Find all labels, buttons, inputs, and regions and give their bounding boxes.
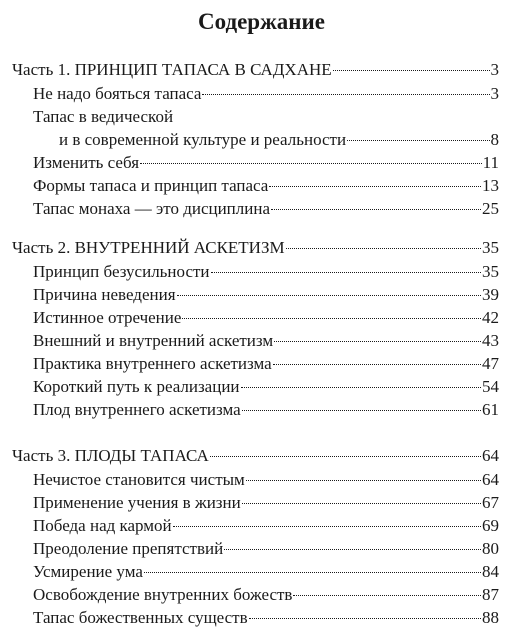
toc-entry-label: Истинное отречение [33, 308, 182, 327]
toc-leader [211, 272, 481, 273]
toc-entry-label: Короткий путь к реализации [33, 377, 240, 396]
toc-page-number: 11 [482, 153, 499, 172]
toc-entry [0, 375, 523, 398]
toc-entry-label: Тапас в ведической [33, 107, 174, 126]
toc-page-number: 3 [490, 84, 499, 103]
toc-page-number: 8 [490, 130, 499, 149]
toc-page-number: 25 [482, 199, 499, 218]
toc-entry-label: Освобождение внутренних божеств [33, 585, 293, 604]
toc-entry [0, 352, 523, 375]
toc-part-label: Часть 1. ПРИНЦИП ТАПАСА В САДХАНЕ [12, 60, 332, 79]
toc-entry [0, 260, 523, 283]
toc-leader [144, 572, 481, 573]
toc-entry-label: Не надо бояться тапаса [33, 84, 202, 103]
toc-leader [286, 248, 481, 249]
toc-leader [224, 549, 481, 550]
toc-entry [0, 329, 523, 352]
toc-page-number: 13 [482, 176, 499, 195]
toc-entry [0, 606, 523, 629]
toc-leader [271, 209, 481, 210]
toc-entry [0, 583, 523, 606]
toc-page-number: 35 [482, 238, 499, 257]
toc-entry-label: Победа над кармой [33, 516, 172, 535]
toc-entry-label: Формы тапаса и принцип тапаса [33, 176, 269, 195]
toc-leader [242, 410, 481, 411]
toc-page-number: 88 [482, 608, 499, 627]
toc-leader [293, 595, 481, 596]
toc-part-label: Часть 3. ПЛОДЫ ТАПАСА [12, 446, 209, 465]
toc-leader [269, 186, 481, 187]
toc-entry [0, 537, 523, 560]
toc-leader [173, 526, 481, 527]
toc-entry-label: Преодоление препятствий [33, 539, 224, 558]
toc-leader [347, 140, 489, 141]
toc-entry [0, 151, 523, 174]
toc-entry-label: Плод внутреннего аскетизма [33, 400, 241, 419]
toc-entry [0, 491, 523, 514]
toc-entry-label: Причина неведения [33, 285, 176, 304]
toc-page-number: 67 [482, 493, 499, 512]
toc-entry [0, 306, 523, 329]
toc-page-number: 39 [482, 285, 499, 304]
toc-leader [182, 318, 481, 319]
toc-leader [140, 163, 482, 164]
toc-entry [0, 560, 523, 583]
toc-page-number: 35 [482, 262, 499, 281]
toc-part-label: Часть 2. ВНУТРЕННИЙ АСКЕТИЗМ [12, 238, 285, 257]
toc-leader [274, 341, 481, 342]
toc-entry-label: Тапас монаха — это дисциплина [33, 199, 271, 218]
toc-leader [242, 503, 481, 504]
toc-page-number: 42 [482, 308, 499, 327]
toc-page-number: 87 [482, 585, 499, 604]
toc-leader [246, 480, 481, 481]
toc-entry-label: Применение учения в жизни [33, 493, 241, 512]
toc-entry-label-cont: и в современной культуре и реальности [59, 130, 347, 149]
toc-part-1 [0, 58, 523, 220]
toc-entry-label: Тапас божественных существ [33, 608, 248, 627]
toc-entry-label: Практика внутреннего аскетизма [33, 354, 272, 373]
toc-entry [0, 197, 523, 220]
toc-page-number: 69 [482, 516, 499, 535]
toc-leader [202, 94, 489, 95]
toc-entry-label: Нечистое становится чистым [33, 470, 245, 489]
toc-entry-label: Внешний и внутренний аскетизм [33, 331, 274, 350]
toc-leader [333, 70, 490, 71]
toc-title: Содержание [198, 9, 325, 34]
toc-page-number: 80 [482, 539, 499, 558]
toc-part-heading [0, 58, 523, 82]
toc-page-number: 61 [482, 400, 499, 419]
toc-part-3 [0, 444, 523, 629]
toc-entry-label: Принцип безусильности [33, 262, 210, 281]
toc-entry [0, 82, 523, 105]
toc-entry-continuation [0, 128, 523, 151]
toc-leader [241, 387, 481, 388]
toc-leader [177, 295, 481, 296]
toc-entry-label: Изменить себя [33, 153, 140, 172]
toc-page-number: 54 [482, 377, 499, 396]
toc-entry [0, 398, 523, 421]
toc-part-heading [0, 444, 523, 468]
toc-leader [249, 618, 481, 619]
toc-leader [273, 364, 481, 365]
toc-page-number: 47 [482, 354, 499, 373]
toc-entry [0, 514, 523, 537]
toc-page-number: 64 [482, 446, 499, 465]
toc-leader [210, 456, 481, 457]
toc-entry [0, 105, 523, 128]
toc-entry [0, 468, 523, 491]
toc-page-number: 43 [482, 331, 499, 350]
toc-entry [0, 174, 523, 197]
toc-page-number: 3 [490, 60, 499, 79]
toc-entry-label: Усмирение ума [33, 562, 143, 581]
toc-entry [0, 283, 523, 306]
toc-part-heading [0, 236, 523, 260]
toc-page-number: 84 [482, 562, 499, 581]
toc-part-2 [0, 236, 523, 421]
toc-page-number: 64 [482, 470, 499, 489]
